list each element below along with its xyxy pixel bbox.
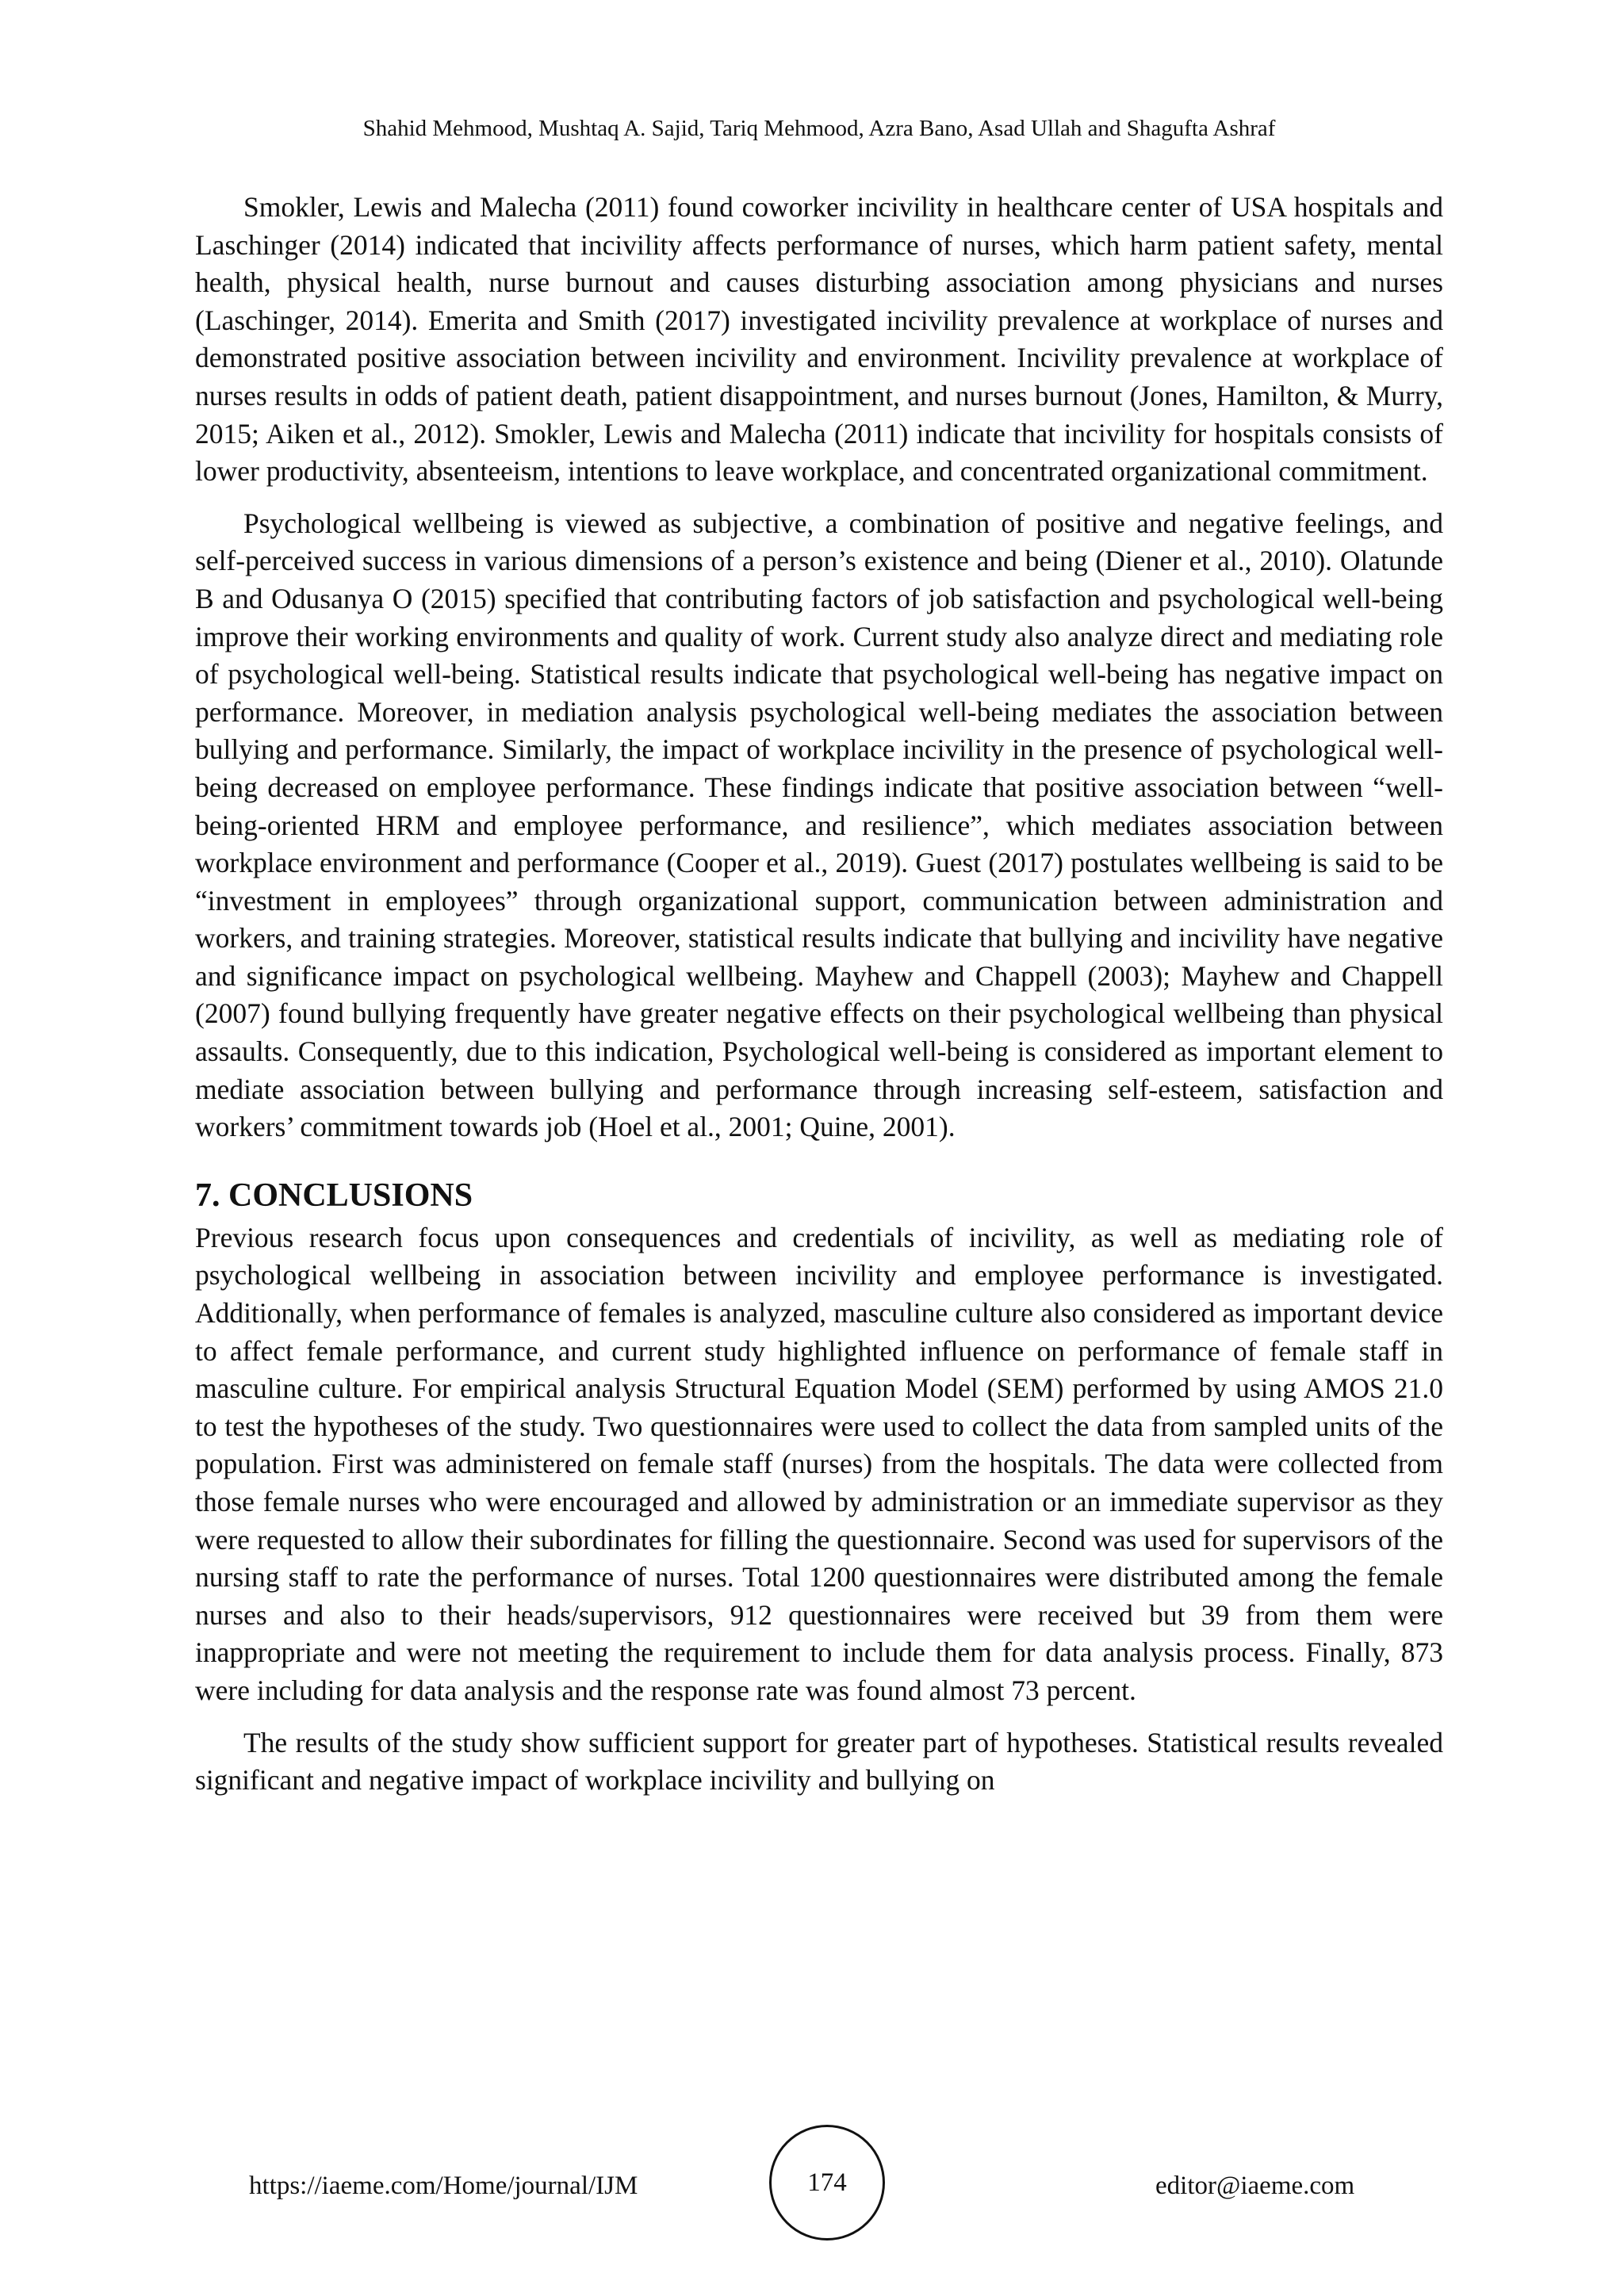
section-heading-conclusions: 7. CONCLUSIONS [195,1177,473,1214]
body-text [195,189,1443,1814]
page-number-circle [769,2125,885,2241]
page-footer [0,2125,1624,2244]
paragraph-conclusions-method: Previous research focus upon consequences and credentials of incivility, as well as mediating role of psychological wellbeing in association between incivility and employee performance is investigated. Additionally, when performance of females is analyzed, masculine culture also considered as important device to affect female performance, and current study highlighted influence on performance of female staff in masculine culture. For empirical analysis Structural Equation Model (SEM) performed by using AMOS 21.0 to test the hypotheses of the study. Two questionnaires were used to collect the data from sampled units of the population. First was administered on female staff (nurses) from the hospitals. The data were collected from those female nurses who were encouraged and allowed by administration or an immediate supervisor as they were requested to allow their subordinates for filling the questionnaire. Second was used for supervisors of the nursing staff to rate the performance of nurses. Total 1200 questionnaires were distributed among the female nurses and also to their heads/supervisors, 912 questionnaires were received but 39 from them were inappropriate and were not meeting the requirement to include them for data analysis process. Finally, 873 were including for data analysis and the response rate was found almost 73 percent. [195,1221,1443,1706]
paragraph-incivility-healthcare: Smokler, Lewis and Malecha (2011) found coworker incivility in healthcare center of USA hospitals and Laschinger (2014) indicated that incivility affects performance of nurses, which harm patient safety, mental health, physical health, nurse burnout and causes disturbing association among physicians and nurses (Laschinger, 2014). Emerita and Smith (2017) investigated incivility prevalence at workplace of nurses and demonstrated positive association between incivility and environment. Incivility prevalence at workplace of nurses results in odds of patient death, patient disappointment, and nurses burnout (Jones, Hamilton, & Murry, 2015; Aiken et al., 2012). Smokler, Lewis and Malecha (2011) indicate that incivility for hospitals consists of lower productivity, absenteeism, intentions to leave workplace, and concentrated organizational commitment. [195,191,1443,488]
page-number: 174 [807,2168,847,2197]
paragraph-psychological-wellbeing: Psychological wellbeing is viewed as subjective, a combination of positive and negative feelings, and self-perceived success in various dimensions of a person’s existence and being (Diener et al., 2010). Olatunde B and Odusanya O (2015) specified that contributing factors of job satisfaction and psychological well-being improve their working environments and quality of work. Current study also analyze direct and mediating role of psychological well-being. Statistical results indicate that psychological well-being has negative impact on performance. Moreover, in mediation analysis psychological well-being mediates the association between bullying and performance. Similarly, the impact of workplace incivility in the presence of psychological well-being decreased on employee performance. These findings indicate that positive association between “well-being-oriented HRM and employee performance, and resilience”, which mediates association between workplace environment and performance (Cooper et al., 2019). Guest (2017) postulates wellbeing is said to be “investment in employees” through organizational support, communication between administration and workers, and training strategies. Moreover, statistical results indicate that bullying and incivility have negative and significance impact on psychological wellbeing. Mayhew and Chappell (2003); Mayhew and Chappell (2007) found bullying frequently have greater negative effects on their psychological wellbeing than physical assaults. Consequently, due to this indication, Psychological well-being is considered as important element to mediate association between bullying and performance through increasing self-esteem, satisfaction and workers’ commitment towards job (Hoel et al., 2001; Quine, 2001). [195,507,1443,1143]
footer-email[interactable]: editor@iaeme.com [1155,2172,1355,2200]
paragraph-conclusions-results: The results of the study show sufficient support for greater part of hypotheses. Statistical results revealed significant and negative impact of workplace incivility and bullying on [195,1726,1443,1797]
running-header-authors: Shahid Mehmood, Mushtaq A. Sajid, Tariq Mehmood, Azra Bano, Asad Ullah and Shagufta Ashraf [362,116,1276,141]
footer-journal-url[interactable]: https://iaeme.com/Home/journal/IJM [249,2172,638,2200]
